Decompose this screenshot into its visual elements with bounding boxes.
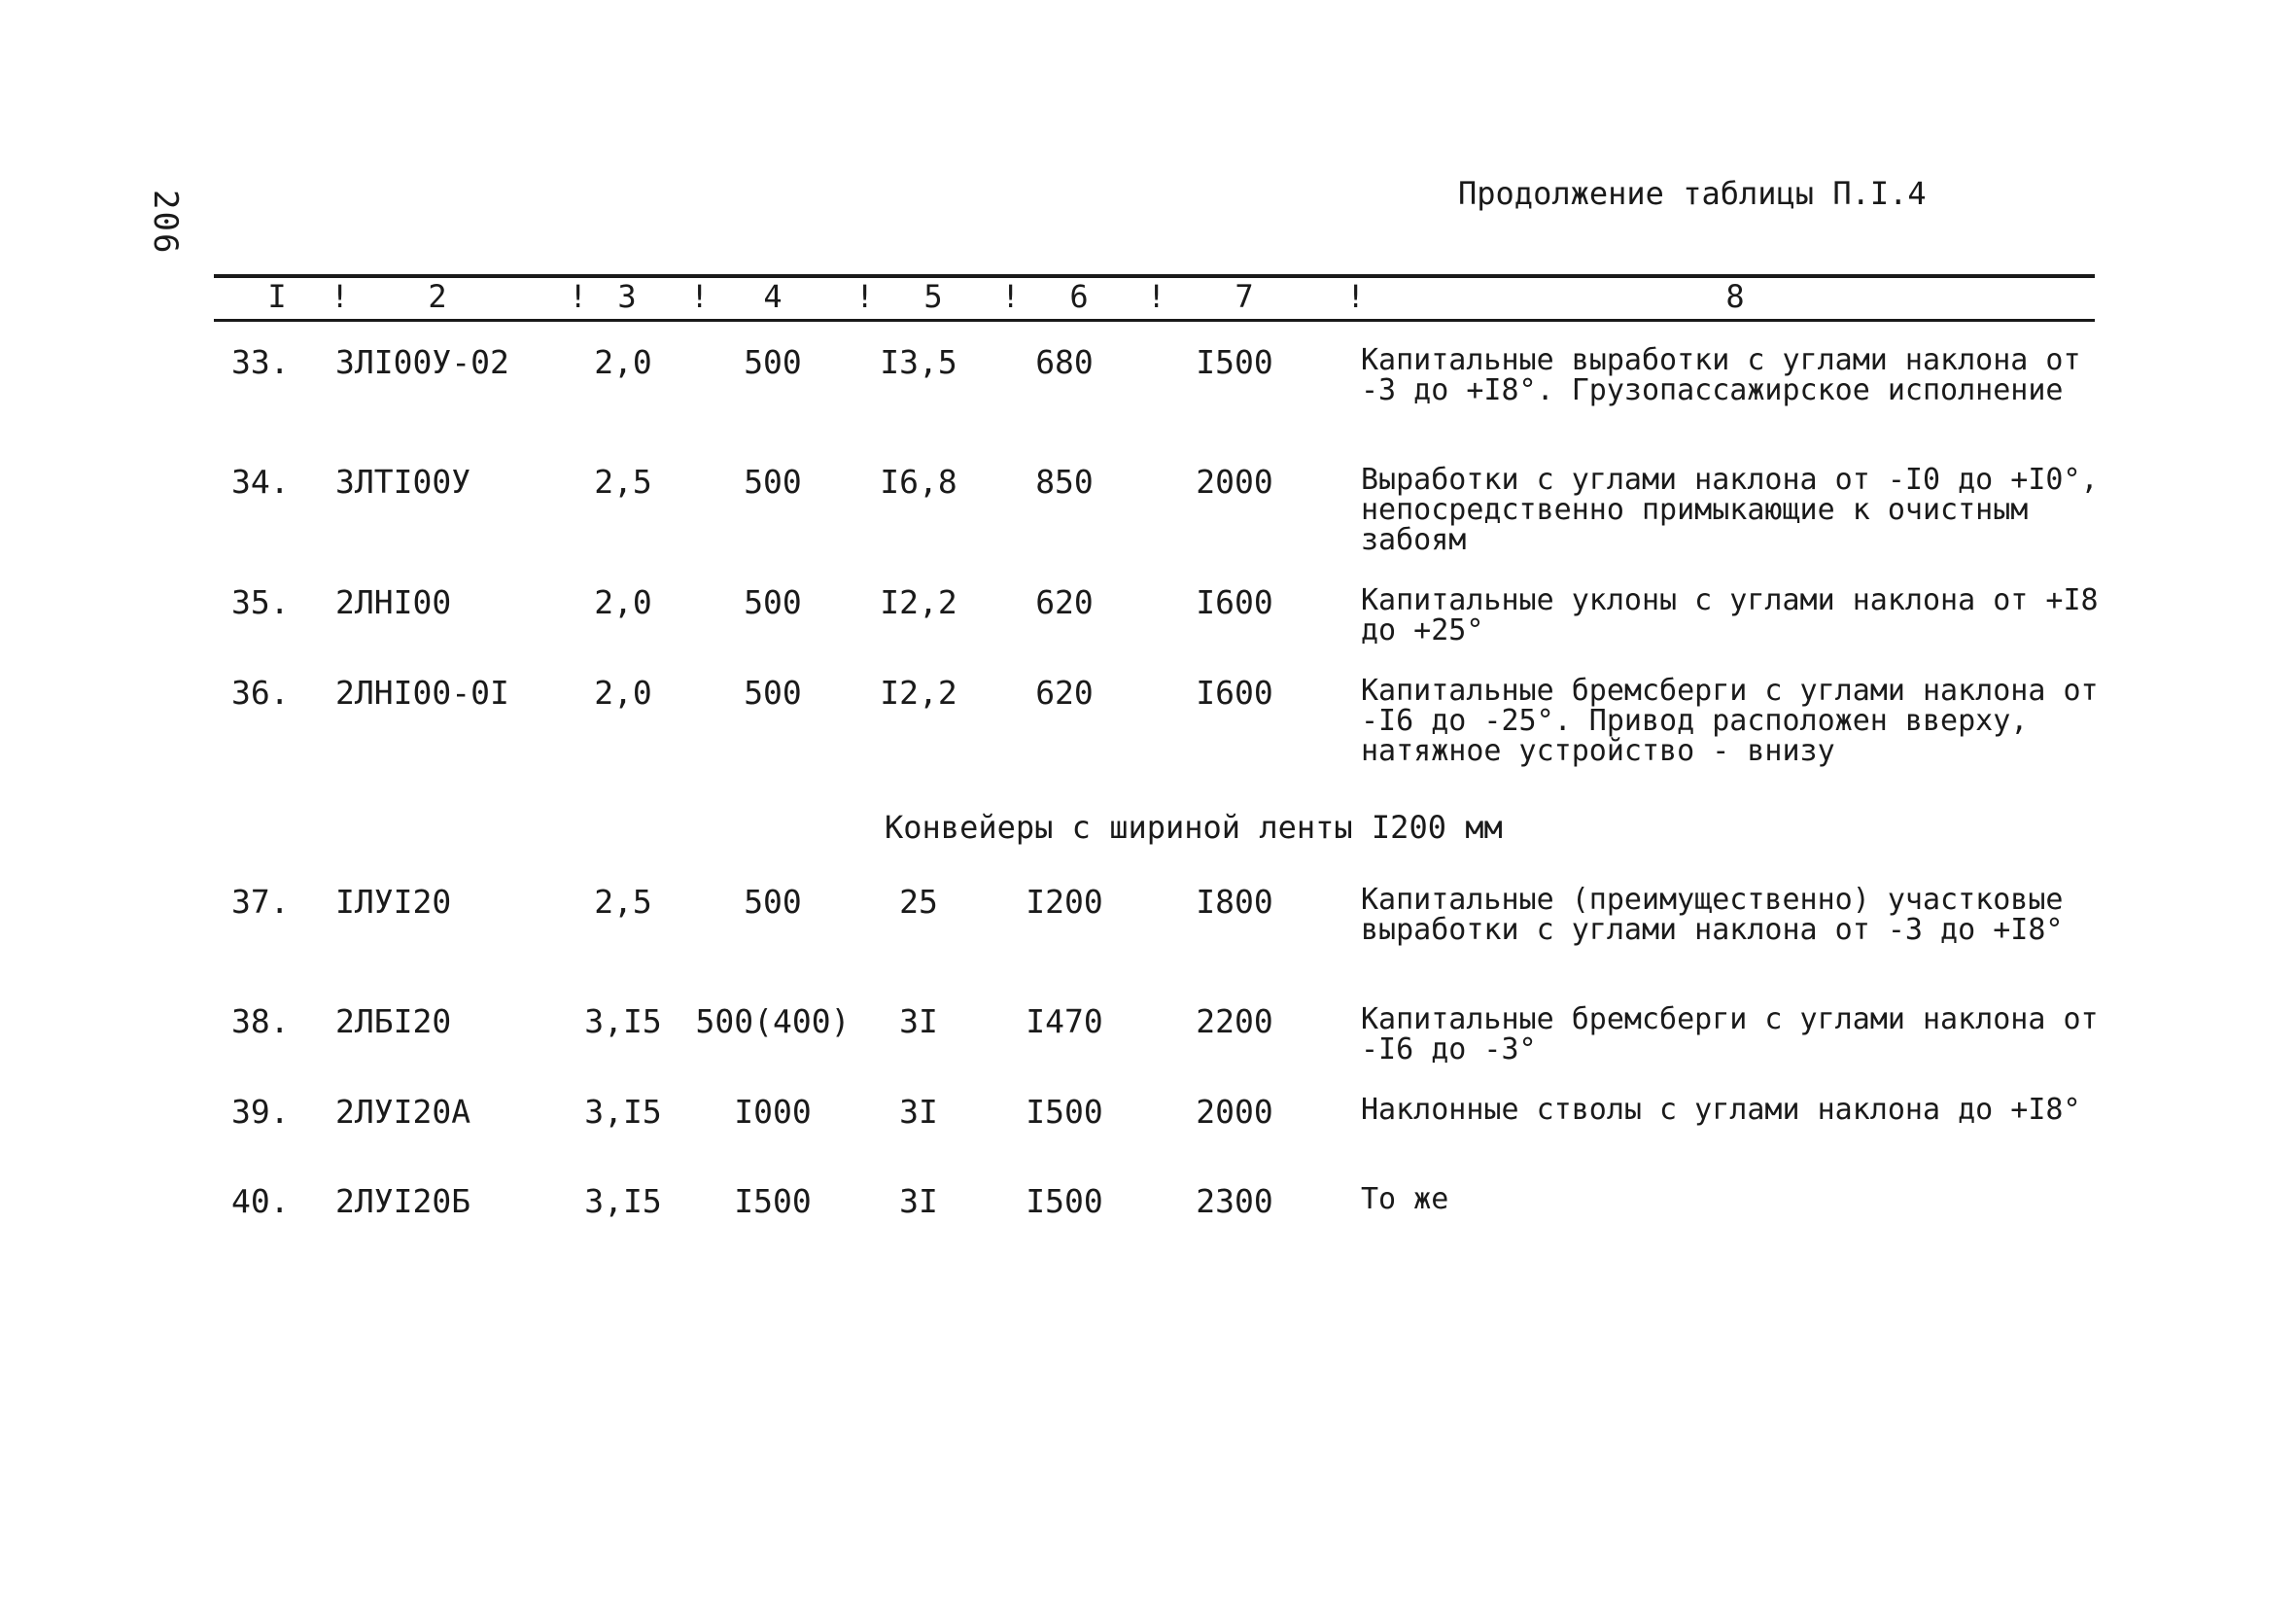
col-5-value: 25	[899, 883, 938, 921]
conveyor-model: 2ЛНI00	[335, 583, 452, 621]
header-separator: !	[569, 278, 588, 315]
col-3-value: 2,5	[594, 883, 652, 921]
col-7-value: 2000	[1196, 1093, 1273, 1131]
col-6-value: I500	[1026, 1093, 1103, 1131]
application-description: Капитальные бремсберги с углами наклона от -I6 до -3°	[1361, 1002, 2099, 1066]
application-description: Наклонные стволы с углами наклона до +I8°	[1361, 1093, 2081, 1127]
col-3-value: 3,I5	[584, 1182, 662, 1220]
header-col-4: 4	[763, 278, 783, 315]
col-7-value: 2200	[1196, 1002, 1273, 1040]
col-6-value: 620	[1035, 583, 1094, 621]
conveyor-model: IЛУI20	[335, 883, 452, 921]
section-heading: Конвейеры с шириной ленты I200 мм	[885, 809, 1503, 846]
header-separator: !	[855, 278, 875, 315]
conveyor-model: 2ЛБI20	[335, 1002, 452, 1040]
header-separator: !	[1147, 278, 1166, 315]
col-6-value: I470	[1026, 1002, 1103, 1040]
col-7-value: I600	[1196, 583, 1273, 621]
col-5-value: I2,2	[880, 674, 957, 712]
col-7-value: I500	[1196, 343, 1273, 381]
conveyor-model: 2ЛНI00-0I	[335, 674, 509, 712]
header-col-6: 6	[1069, 278, 1089, 315]
col-4-value: 500	[744, 674, 802, 712]
col-5-value: I3,5	[880, 343, 957, 381]
col-3-value: 3,I5	[584, 1002, 662, 1040]
col-4-value: I000	[734, 1093, 812, 1131]
col-5-value: I6,8	[880, 463, 957, 501]
table-caption: Продолжение таблицы П.I.4	[1458, 175, 1927, 212]
row-number: 40.	[231, 1182, 290, 1220]
header-col-1: I	[267, 278, 287, 315]
col-6-value: I500	[1026, 1182, 1103, 1220]
col-3-value: 2,0	[594, 583, 652, 621]
row-number: 33.	[231, 343, 290, 381]
col-6-value: 680	[1035, 343, 1094, 381]
page-number: 206	[146, 190, 185, 256]
col-4-value: 500	[744, 463, 802, 501]
col-6-value: 850	[1035, 463, 1094, 501]
header-col-3: 3	[617, 278, 637, 315]
col-7-value: 2000	[1196, 463, 1273, 501]
col-4-value: 500	[744, 883, 802, 921]
col-4-value: I500	[734, 1182, 812, 1220]
row-number: 35.	[231, 583, 290, 621]
col-5-value: I2,2	[880, 583, 957, 621]
header-col-7: 7	[1235, 278, 1254, 315]
application-description: Капитальные бремсберги с углами наклона от -I6 до -25°. Привод расположен вверху, натяжное устройство - внизу	[1361, 674, 2099, 768]
header-separator: !	[330, 278, 350, 315]
application-description: То же	[1361, 1182, 1449, 1216]
col-5-value: 3I	[899, 1182, 938, 1220]
col-6-value: 620	[1035, 674, 1094, 712]
col-4-value: 500	[744, 583, 802, 621]
header-separator: !	[690, 278, 710, 315]
application-description: Капитальные уклоны с углами наклона от +I8 до +25°	[1361, 583, 2099, 647]
conveyor-model: 3ЛТI00У	[335, 463, 471, 501]
col-6-value: I200	[1026, 883, 1103, 921]
application-description: Капитальные (преимущественно) участковые выработки с углами наклона от -3 до +I8°	[1361, 883, 2064, 947]
col-5-value: 3I	[899, 1093, 938, 1131]
conveyor-model: 2ЛУI20А	[335, 1093, 471, 1131]
col-7-value: 2300	[1196, 1182, 1273, 1220]
application-description: Выработки с углами наклона от -I0 до +I0°, непосредственно примыкающие к очистным забоям	[1361, 463, 2099, 557]
conveyor-model: 2ЛУI20Б	[335, 1182, 471, 1220]
col-7-value: I800	[1196, 883, 1273, 921]
col-4-value: 500(400)	[695, 1002, 851, 1040]
table-header-rule	[214, 319, 2095, 322]
header-separator: !	[1346, 278, 1366, 315]
header-col-5: 5	[923, 278, 943, 315]
row-number: 34.	[231, 463, 290, 501]
col-3-value: 2,0	[594, 343, 652, 381]
row-number: 37.	[231, 883, 290, 921]
header-separator: !	[1001, 278, 1021, 315]
application-description: Капитальные выработки с углами наклона от -3 до +I8°. Грузопассажирское исполнение	[1361, 343, 2081, 407]
col-4-value: 500	[744, 343, 802, 381]
col-5-value: 3I	[899, 1002, 938, 1040]
col-3-value: 2,5	[594, 463, 652, 501]
row-number: 36.	[231, 674, 290, 712]
conveyor-model: 3ЛI00У-02	[335, 343, 509, 381]
header-col-2: 2	[428, 278, 447, 315]
col-7-value: I600	[1196, 674, 1273, 712]
col-3-value: 3,I5	[584, 1093, 662, 1131]
row-number: 39.	[231, 1093, 290, 1131]
col-3-value: 2,0	[594, 674, 652, 712]
header-col-8: 8	[1725, 278, 1745, 315]
row-number: 38.	[231, 1002, 290, 1040]
